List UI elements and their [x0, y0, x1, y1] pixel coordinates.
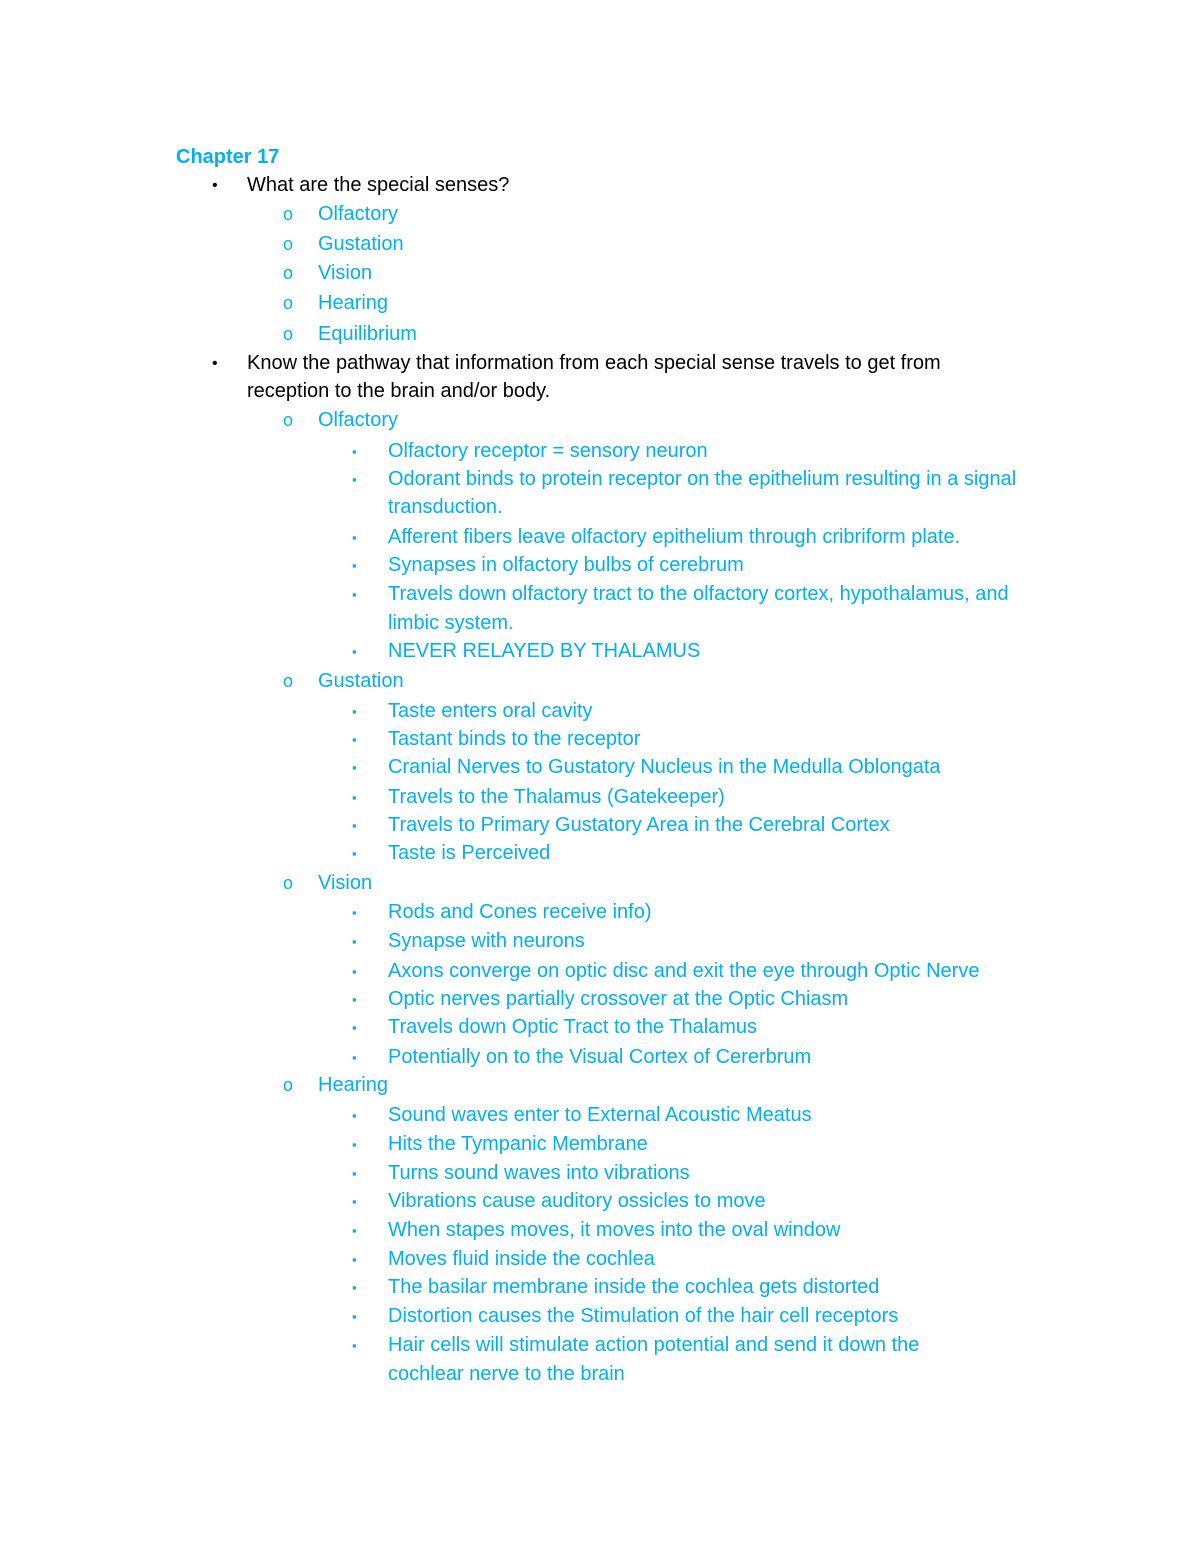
square-bullet-icon: ▪ — [352, 1338, 357, 1353]
square-bullet-icon: ▪ — [352, 704, 357, 719]
square-bullet-icon: ▪ — [352, 1223, 357, 1238]
answer-item: Olfactory — [318, 203, 399, 225]
pathway-step: Vibrations cause auditory ossicles to move — [388, 1190, 766, 1212]
pathway-step: Olfactory receptor = sensory neuron — [388, 440, 708, 462]
sense-heading-olfactory: Olfactory — [318, 409, 399, 431]
pathway-step: Synapse with neurons — [388, 930, 585, 952]
square-bullet-icon: ▪ — [352, 992, 357, 1007]
square-bullet-icon: ▪ — [352, 760, 357, 775]
pathway-step: Travels down olfactory tract to the olfactory cortex, hypothalamus, and limbic system. — [388, 583, 1009, 634]
square-bullet-icon: ▪ — [352, 818, 357, 833]
square-bullet-icon: ▪ — [352, 790, 357, 805]
bullet-icon: • — [212, 355, 218, 372]
pathway-step: Moves fluid inside the cochlea — [388, 1248, 655, 1270]
pathway-step: Cranial Nerves to Gustatory Nucleus in the Medulla Oblongata — [388, 756, 941, 778]
pathway-step: When stapes moves, it moves into the oval window — [388, 1219, 841, 1241]
circle-bullet-icon: o — [283, 1075, 294, 1095]
square-bullet-icon: ▪ — [352, 934, 357, 949]
pathway-step: Optic nerves partially crossover at the Optic Chiasm — [388, 988, 849, 1010]
pathway-step: Tastant binds to the receptor — [388, 728, 641, 750]
circle-bullet-icon: o — [283, 234, 294, 254]
pathway-step: Axons converge on optic disc and exit the eye through Optic Nerve — [388, 960, 980, 982]
circle-bullet-icon: o — [283, 873, 294, 893]
square-bullet-icon: ▪ — [352, 1194, 357, 1209]
circle-bullet-icon: o — [283, 263, 294, 283]
square-bullet-icon: ▪ — [352, 1020, 357, 1035]
pathway-step: Distortion causes the Stimulation of the hair cell receptors — [388, 1305, 899, 1327]
pathway-step: Travels down Optic Tract to the Thalamus — [388, 1016, 758, 1038]
pathway-step: Travels to Primary Gustatory Area in the Cerebral Cortex — [388, 814, 890, 836]
square-bullet-icon: ▪ — [352, 732, 357, 747]
square-bullet-icon: ▪ — [352, 1137, 357, 1152]
square-bullet-icon: ▪ — [352, 530, 357, 545]
circle-bullet-icon: o — [283, 410, 294, 430]
pathway-step: Afferent fibers leave olfactory epithelium through cribriform plate. — [388, 526, 961, 548]
circle-bullet-icon: o — [283, 324, 294, 344]
square-bullet-icon: ▪ — [352, 1280, 357, 1295]
pathway-step: Turns sound waves into vibrations — [388, 1162, 690, 1184]
pathway-step: Odorant binds to protein receptor on the epithelium resulting in a signal transduction. — [388, 468, 1017, 518]
answer-item: Equilibrium — [318, 323, 417, 345]
pathway-step: The basilar membrane inside the cochlea gets distorted — [388, 1276, 880, 1298]
pathway-step: Hair cells will stimulate action potential and send it down the cochlear nerve to the brain — [388, 1334, 920, 1385]
pathway-step: Sound waves enter to External Acoustic Meatus — [388, 1104, 812, 1126]
pathway-step: NEVER RELAYED BY THALAMUS — [388, 640, 701, 662]
pathway-step: Taste is Perceived — [388, 842, 551, 864]
sense-heading-vision: Vision — [318, 872, 373, 894]
square-bullet-icon: ▪ — [352, 1108, 357, 1123]
square-bullet-icon: ▪ — [352, 846, 357, 861]
square-bullet-icon: ▪ — [352, 587, 357, 602]
square-bullet-icon: ▪ — [352, 1252, 357, 1267]
pathway-step: Hits the Tympanic Membrane — [388, 1133, 648, 1155]
pathway-step: Potentially on to the Visual Cortex of Cererbrum — [388, 1046, 812, 1068]
question-special-senses: What are the special senses? — [247, 174, 510, 196]
square-bullet-icon: ▪ — [352, 1309, 357, 1324]
chapter-title: Chapter 17 — [176, 146, 280, 168]
square-bullet-icon: ▪ — [352, 444, 357, 459]
square-bullet-icon: ▪ — [352, 644, 357, 659]
square-bullet-icon: ▪ — [352, 1050, 357, 1065]
answer-item: Vision — [318, 262, 373, 284]
square-bullet-icon: ▪ — [352, 558, 357, 573]
square-bullet-icon: ▪ — [352, 472, 357, 487]
pathway-step: Synapses in olfactory bulbs of cerebrum — [388, 554, 744, 576]
question-pathway: Know the pathway that information from each special sense travels to get from reception to the brain and/or body. — [247, 352, 941, 402]
square-bullet-icon: ▪ — [352, 1166, 357, 1181]
square-bullet-icon: ▪ — [352, 905, 357, 920]
sense-heading-hearing: Hearing — [318, 1074, 389, 1096]
bullet-icon: • — [212, 177, 218, 194]
answer-item: Hearing — [318, 292, 389, 314]
circle-bullet-icon: o — [283, 204, 294, 224]
pathway-step: Travels to the Thalamus (Gatekeeper) — [388, 786, 725, 808]
pathway-step: Rods and Cones receive info) — [388, 901, 652, 923]
pathway-step: Taste enters oral cavity — [388, 700, 593, 722]
circle-bullet-icon: o — [283, 293, 294, 313]
answer-item: Gustation — [318, 233, 404, 255]
circle-bullet-icon: o — [283, 671, 294, 691]
sense-heading-gustation: Gustation — [318, 670, 404, 692]
square-bullet-icon: ▪ — [352, 964, 357, 979]
